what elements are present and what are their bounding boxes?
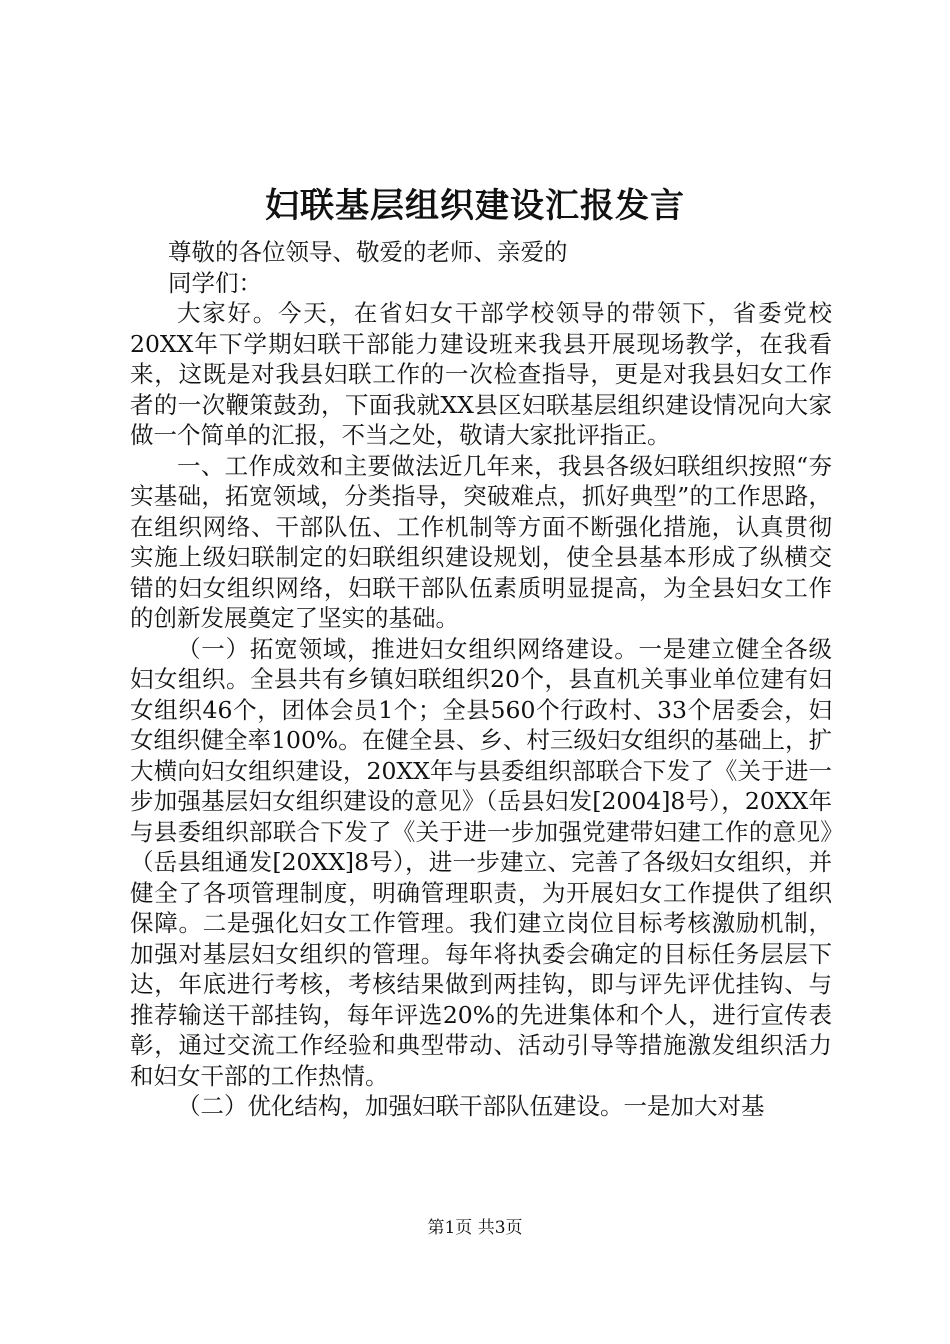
salutation <box>130 237 708 298</box>
paragraph-section-1: 一、工作成效和主要做法近几年来，我县各级妇联组织按照“夯实基础，拓宽领域，分类指导，突破难点，抓好典型”的工作思路，在组织网络、干部队伍、工作机制等方面不断强化措施，认真贯彻实施上级妇联制定的妇联组织建设规划，使全县基本形成了纵横交错的妇女组织网络，妇联干部队伍素质明显提高，为全县妇女工作的创新发展奠定了坚实的基础。 <box>130 451 832 632</box>
page-footer: 第1页 共3页 <box>427 1218 523 1238</box>
document-title: 妇联基层组织建设汇报发言 <box>265 186 685 226</box>
paragraph-subsection-2: （二）优化结构，加强妇联干部队伍建设。一是加大对基 <box>177 1092 765 1120</box>
paragraph-intro: 大家好。今天，在省妇女干部学校领导的带领下，省委党校20XX年下学期妇联干部能力建设班来我县开展现场教学，在我看来，这既是对我县妇联工作的一次检查指导，更是对我县妇女工作者的一次鞭策鼓劲，下面我就XX县区妇联基层组织建设情况向大家做一个简单的汇报，不当之处，敬请大家批评指正。 <box>130 299 832 449</box>
document-body <box>130 237 832 1122</box>
salutation-line-2: 同学们： <box>168 268 262 297</box>
paragraph-subsection-1: （一）拓宽领域，推进妇女组织网络建设。一是建立健全各级妇女组织。全县共有乡镇妇联组织20个，县直机关事业单位建有妇女组织46个，团体会员1个；全县560个行政村、33个居委会，妇女组织健全率100%。在健全县、乡、村三级妇女组织的基础上，扩大横向妇女组织建设，20XX年与县委组织部联合下发了《关于进一步加强基层妇女组织建设的意见》（岳县妇发[2004]8号），20XX年与县委组织部联合下发了《关于进一步加强党建带妇建工作的意见》（岳县组通发[20XX]8号），进一步建立、完善了各级妇女组织，并健全了各项管理制度，明确管理职责，为开展妇女工作提供了组织保障。二是强化妇女工作管理。我们建立岗位目标考核激励机制，加强对基层妇女组织的管理。每年将执委会确定的目标任务层层下达，年底进行考核，考核结果做到两挂钩，即与评先评优挂钩、与推荐输送干部挂钩，每年评选20%的先进集体和个人，进行宣传表彰，通过交流工作经验和典型带动、活动引导等措施激发组织活力和妇女干部的工作热情。 <box>130 634 832 1090</box>
salutation-line-1: 尊敬的各位领导、敬爱的老师、亲爱的 <box>168 238 568 266</box>
